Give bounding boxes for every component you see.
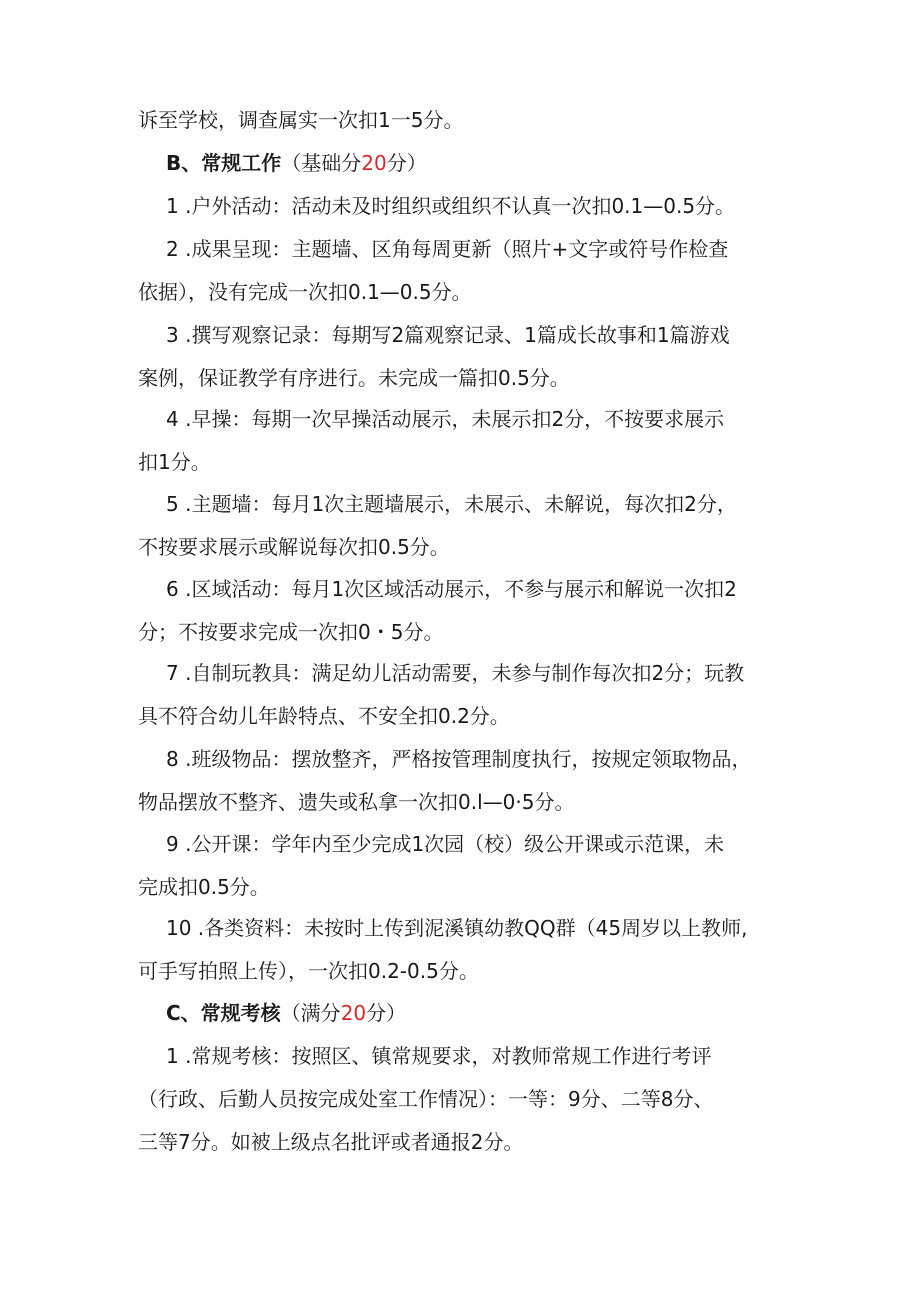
b-item-2-line-2: 依据），没有完成一次扣0.1—0.5分。 [138,280,472,304]
b-item-5 [138,483,800,569]
b-item-1-line-1: 1 .户外活动：活动未及时组织或组织不认真一次扣0.1—0.5分。 [166,194,736,218]
b-item-5-line-1: 5 .主题墙：每月1次主题墙展示，未展示、未解说，每次扣2分， [166,492,737,516]
b-item-10-line-1: 10 .各类资料：未按时上传到泥溪镇幼教QQ群（45周岁以上教师, [166,916,748,940]
section-c-paren-open: （满分 [280,1001,341,1025]
b-item-2 [138,228,800,314]
section-b-paren-open: （基础分 [281,151,362,175]
b-item-4-line-1: 4 .早操：每期一次早操活动展示，未展示扣2分，不按要求展示 [166,407,725,431]
b-item-8-line-2: 物品摆放不整齐、遗失或私拿一次扣0.l—0·5分。 [138,790,575,814]
b-item-9-line-1: 9 .公开课：学年内至少完成1次园（校）级公开课或示范课，未 [166,832,725,856]
b-item-6 [138,568,800,654]
section-c-score: 20 [340,1001,367,1025]
section-b-score: 20 [361,151,387,175]
b-item-2-line-1: 2 .成果呈现：主题墙、区角每周更新（照片+文字或符号作检查 [166,237,729,261]
b-item-8-line-1: 8 .班级物品：摆放整齐，严格按管理制度执行，按规定领取物品， [166,747,752,771]
section-c-heading [166,992,406,1035]
b-item-8 [138,738,800,824]
c-item-1 [138,1035,800,1164]
b-item-9 [138,823,800,909]
intro-paragraph [138,99,800,142]
section-b-heading [166,142,427,185]
b-item-9-line-2: 完成扣0.5分。 [138,875,270,899]
c-item-1-line-2: （行政、后勤人员按完成处室工作情况）：一等：9分、二等8分、 [138,1087,714,1111]
b-item-10 [138,907,800,993]
section-b-paren-close: 分） [386,151,427,175]
b-item-7-line-1: 7 .自制玩教具：满足幼儿活动需要，未参与制作每次扣2分；玩教 [166,661,745,685]
section-c-paren-close: 分） [366,1001,407,1025]
b-item-7 [138,652,800,738]
intro-line: 诉至学校，调查属实一次扣1一5分。 [138,108,464,132]
b-item-3-line-1: 3 .撰写观察记录：每期写2篇观察记录、1篇成长故事和1篇游戏 [166,323,730,347]
b-item-5-line-2: 不按要求展示或解说每次扣0.5分。 [138,535,450,559]
b-item-4 [138,398,800,484]
section-c-title: C、常规考核 [166,1001,281,1025]
section-b-title: B、常规工作 [166,151,282,175]
b-item-10-line-2: 可手写拍照上传），一次扣0.2-0.5分。 [138,959,479,983]
b-item-6-line-1: 6 .区域活动：每月1次区域活动展示，不参与展示和解说一次扣2 [166,577,737,601]
b-item-3 [138,314,800,400]
b-item-7-line-2: 具不符合幼儿年龄特点、不安全扣0.2分。 [138,704,510,728]
b-item-4-line-2: 扣1分。 [138,450,211,474]
b-item-3-line-2: 案例，保证教学有序进行。未完成一篇扣0.5分。 [138,366,570,390]
b-item-1 [138,185,800,228]
b-item-6-line-2: 分；不按要求完成一次扣0・5分。 [138,620,444,644]
c-item-1-line-1: 1 .常规考核：按照区、镇常规要求，对教师常规工作进行考评 [166,1044,712,1068]
c-item-1-line-3: 三等7分。如被上级点名批评或者通报2分。 [138,1130,524,1154]
